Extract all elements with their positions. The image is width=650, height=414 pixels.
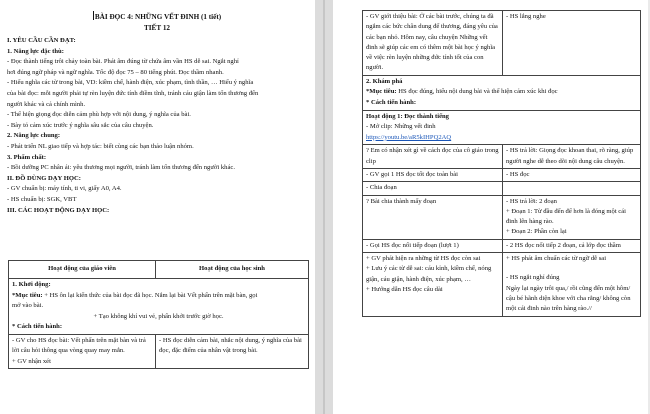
student-listen: - HS lắng nghe <box>506 13 546 20</box>
document-page-left <box>0 0 315 414</box>
student-read: - HS đọc <box>506 170 530 178</box>
teacher-activity: - GV cho HS đọc bài: Vết phấn trên mặt bàn và trả lời câu hỏi thông qua vòng quay may mắn. <box>12 336 146 355</box>
text-line: - Bồi dưỡng PC nhân ái: yêu thương mọi người, tránh làm tổn thương đến người khác. <box>7 164 235 172</box>
student-pronounce: + HS phát âm chuẩn các từ ngữ dễ sai <box>506 255 607 263</box>
activities-table-continued <box>362 10 641 317</box>
section-heading: II. ĐỒ DÙNG DẠY HỌC: <box>7 174 81 182</box>
table-row <box>363 145 641 169</box>
warmup-objective: *Mục tiêu: + HS ôn lại kiến thức của bài đọc đã học. Nắm lại bài Vết phấn trên mặt bàn, gọi <box>12 291 258 299</box>
left-page-content <box>7 11 307 216</box>
student-cell <box>503 11 641 76</box>
text-line: người khác và cả chính mình. <box>7 100 86 108</box>
student-cell <box>503 239 641 252</box>
table-row <box>363 11 641 76</box>
warmup-heading: 1. Khởi động: <box>12 281 51 288</box>
lesson-title-text: BÀI ĐỌC 4: NHỮNG VẾT ĐINH (1 tiết) <box>94 13 222 21</box>
section-heading: 1. Năng lực đặc thù: <box>7 47 64 55</box>
teacher-long-sentence: + Hướng dẫn HS đọc câu dài <box>366 285 443 293</box>
warmup-atmosphere: + Tạo không khí vui vẻ, phấn khởi trước giờ học. <box>93 312 224 320</box>
table-row <box>9 279 309 335</box>
student-paragraph-1: + Đoạn 1: Từ đầu đến để hơn là đóng một cái đinh lên hàng rào. <box>506 207 626 226</box>
section-heading: 2. Năng lực chung: <box>7 132 61 140</box>
activities-table <box>8 260 309 369</box>
section-heading: III. CÁC HOẠT ĐỘNG DẠY HỌC: <box>7 206 110 214</box>
teacher-question: ? Em có nhận xét gì về cách đọc của cô giáo trong clip <box>366 147 499 165</box>
text-line: - Đọc thành tiếng trôi chảy toàn bài. Phát âm đúng từ chứa âm vần HS dễ sai. Ngắt nghỉ <box>7 58 239 66</box>
text-line: - Hiểu nghĩa các từ trong bài, VD: kiềm chế, hành điện, xúc phạm, tình thần, … Hiểu ý nghĩa <box>7 79 254 87</box>
warmup-objective-cont: mở vào bài. <box>12 302 44 310</box>
text-line: - HS chuẩn bị: SGK, VBT <box>7 195 77 203</box>
header-teacher: Hoạt động của giáo viên <box>9 261 156 279</box>
text-line: của bài đọc: mỗi người phải tự rèn luyện đức tính điềm tĩnh, tránh cáu giận làm tổn thương đến <box>7 89 259 97</box>
table-row <box>9 334 309 368</box>
table-row <box>363 168 641 181</box>
student-cell <box>503 168 641 181</box>
text-line: - Thể hiện giọng đọc diễn cảm phù hợp với nội dung, ý nghĩa của bài. <box>7 111 191 119</box>
open-clip: - Mở clip: Những vết đinh <box>366 123 436 131</box>
table-row <box>363 195 641 239</box>
teacher-cell <box>363 168 503 181</box>
student-activity: - HS đọc diễn cảm bài, nhắc nội dung, ý nghĩa của bài đọc, đặc điểm của nhân vật trong bài. <box>159 336 302 355</box>
teacher-instruction: - GV gọi 1 HS đọc tốt đọc toàn bài <box>366 170 458 178</box>
lesson-subtitle: TIẾT 12 <box>143 24 171 32</box>
teacher-intro: - GV giới thiệu bài: Ở các bài trước, chúng ta đã ngắm các bức chân dung để thương, đáng yêu của các bạn nhỏ. Hôm nay, câu chuyện Những vết đinh sẽ giúp các em có thêm một bài học ý nghĩa về việc rèn luyện những đức tính tốt của con người. <box>366 13 498 72</box>
teacher-cell <box>363 195 503 239</box>
warmup-cell <box>9 279 309 335</box>
teacher-cell <box>363 182 503 195</box>
activity1-heading: Hoạt động 1: Đọc thành tiếng <box>366 112 449 120</box>
explore-objective: *Mục tiêu: HS đọc đúng, hiểu nội dung bài và thể hiện cảm xúc khi đọc <box>366 88 558 96</box>
teacher-detect-errors: + GV phát hiện ra những từ HS đọc còn sai <box>366 255 481 263</box>
teacher-cell <box>363 11 503 76</box>
page-divider <box>323 0 325 414</box>
teacher-cell <box>363 239 503 252</box>
explore-cell <box>363 75 641 110</box>
explore-heading: 2. Khám phá <box>366 77 403 85</box>
activity1-cell <box>363 110 641 145</box>
table-row <box>363 110 641 145</box>
student-cell <box>156 334 309 368</box>
teacher-hard-words: + Lưu ý các từ dễ sai: cáu kỉnh, kiềm chế, nóng giận, cáu giận, hành điện, xúc phạm, … <box>366 265 492 283</box>
student-sentence: Ngày lại ngày trôi qua,/ rồi cũng đến một hôm/ cậu bé hãnh diện khoe với cha rằng/ không còn một cái đinh nào trên hàng rào.// <box>506 284 631 313</box>
section-heading: 3. Phẩm chất: <box>7 153 47 161</box>
student-read: - 2 HS đọc nối tiếp 2 đoạn, cả lớp đọc thầm <box>506 241 621 249</box>
student-cell <box>503 145 641 169</box>
table-row <box>363 182 641 195</box>
teacher-comment: + GV nhận xét <box>12 357 51 365</box>
objectives-section <box>7 36 307 216</box>
explore-procedure: * Cách tiến hành: <box>366 98 417 106</box>
video-link[interactable]: https://youtu.be/aR5kIHPQ2AQ <box>366 133 452 141</box>
teacher-split: - Chia đoạn <box>366 184 397 192</box>
teacher-instruction: - Gọi HS đọc nối tiếp đoạn (lượt 1) <box>366 241 459 249</box>
teacher-cell <box>9 334 156 368</box>
table-row <box>363 239 641 252</box>
student-cell <box>503 195 641 239</box>
text-line: hơi đúng ngữ pháp và ngữ nghĩa. Tốc độ đọc 75 – 80 tiếng phút. Đọc thầm nhanh. <box>7 68 224 76</box>
teacher-cell <box>363 145 503 169</box>
text-line: - GV chuẩn bị: máy tính, ti vi, giấy A0, A4. <box>7 185 122 193</box>
student-paragraph-2: + Đoạn 2: Phần còn lại <box>506 228 567 236</box>
student-answer: - HS trả lời: Giọng đọc khoan thai, rõ ràng, giúp người nghe dễ theo dõi nội dung câu chuyện. <box>506 147 634 165</box>
table-row <box>363 75 641 110</box>
section-heading: I. YÊU CẦU CẦN ĐẠT: <box>7 37 76 44</box>
student-cell <box>503 182 641 195</box>
teacher-cell <box>363 253 503 316</box>
table-header-row <box>9 261 309 279</box>
text-line: - Phát triển NL giao tiếp và hợp tác: biết cùng các bạn thảo luận nhóm. <box>7 142 194 150</box>
warmup-procedure: * Cách tiến hành: <box>12 323 63 331</box>
text-cursor <box>93 11 94 20</box>
table-row <box>363 253 641 316</box>
text-line: - Bày tỏ cảm xúc trước ý nghĩa sâu sắc của câu chuyện. <box>7 121 154 129</box>
lesson-title <box>7 11 307 23</box>
student-answer: - HS trả lời: 2 đoạn <box>506 197 557 205</box>
teacher-question: ? Bài chia thành mấy đoạn <box>366 197 437 205</box>
header-student: Hoạt động của học sinh <box>156 261 309 279</box>
student-pause: - HS ngắt nghỉ đúng <box>506 274 560 282</box>
student-cell <box>503 253 641 316</box>
